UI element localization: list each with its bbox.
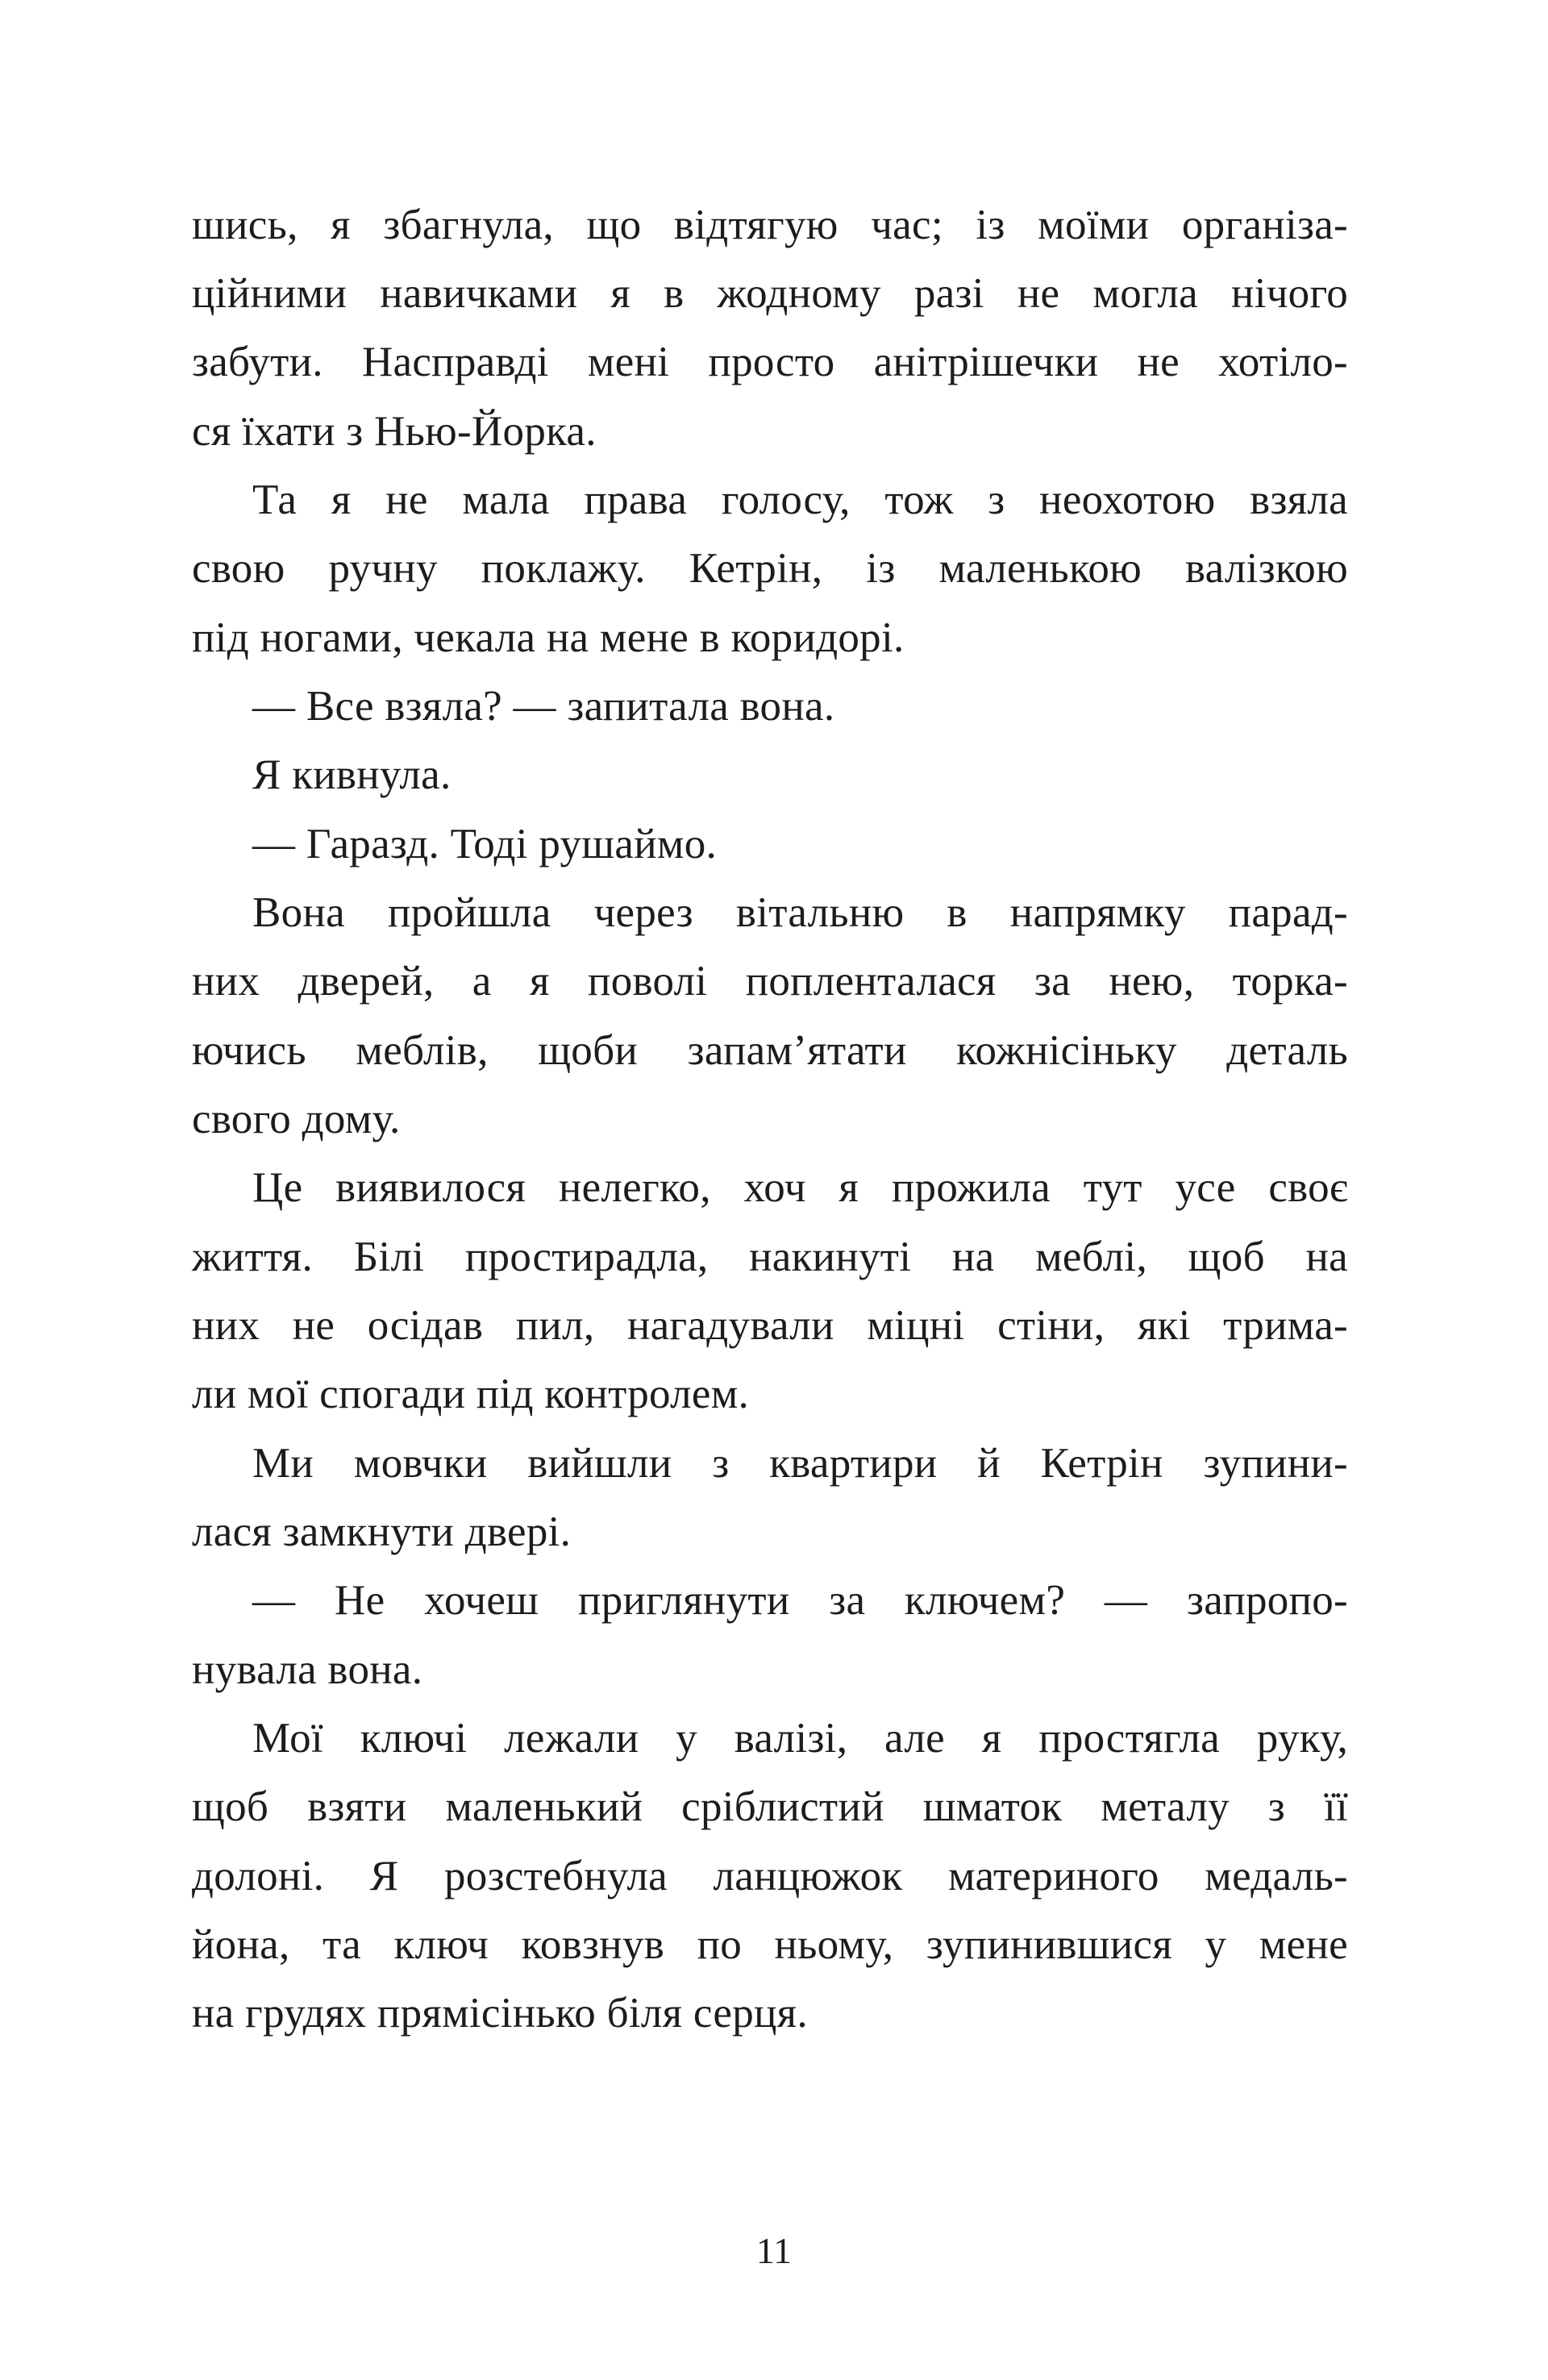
dialogue-line: — Не хочеш приглянути за ключем? — запропо- [252,1577,1348,1624]
text-line: Це виявилося нелегко, хоч я прожила тут усе своє [252,1164,1348,1211]
text-line: свого дому. [192,1096,401,1142]
text-line: долоні. Я розстебнула ланцюжок материного медаль- [192,1853,1348,1899]
text-line: них не осідав пил, нагадували міцні стіни, які трима- [192,1302,1348,1349]
text-line: Вона пройшла через вітальню в напрямку парад- [252,889,1348,936]
text-line: забути. Насправді мені просто анітрішечки не хотіло- [192,339,1348,385]
text-line: ційними навичками я в жодному разі не могла нічого [192,270,1348,317]
text-line: них дверей, а я поволі попленталася за нею, торка- [192,958,1348,1005]
dialogue-line: — Все взяла? — запитала вона. [252,683,835,730]
dialogue-line: нувала вона. [192,1646,423,1693]
page-number: 11 [755,2230,793,2271]
text-line: йона, та ключ ковзнув по ньому, зупинившися у мене [192,1921,1348,1968]
text-line: ся їхати з Нью-Йорка. [192,408,597,455]
text-line: під ногами, чекала на мене в коридорі. [192,614,905,661]
text-line: щоб взяти маленький сріблистий шматок металу з її [192,1783,1348,1830]
text-line: Я кивнула. [252,751,452,798]
text-line: свою ручну поклажу. Кетрін, із маленькою валізкою [192,545,1348,592]
text-line: життя. Білі простирадла, накинуті на меблі, щоб на [192,1234,1348,1280]
text-line: Мої ключі лежали у валізі, але я простягла руку, [252,1715,1348,1762]
dialogue-line: — Гаразд. Тоді рушаймо. [252,821,718,868]
text-line: ючись меблів, щоби запам’ятати кожнісіньку деталь [192,1027,1348,1074]
text-line: Та я не мала права голосу, тож з неохотою взяла [252,476,1348,523]
text-line: Ми мовчки вийшли з квартири й Кетрін зупини- [252,1440,1348,1487]
text-line: на грудях прямісінько біля серця. [192,1990,808,2037]
text-line: шись, я збагнула, що відтягую час; із моїми організа- [192,202,1348,248]
text-line: лася замкнути двері. [192,1508,572,1555]
text-line: ли мої спогади під контролем. [192,1371,750,1417]
